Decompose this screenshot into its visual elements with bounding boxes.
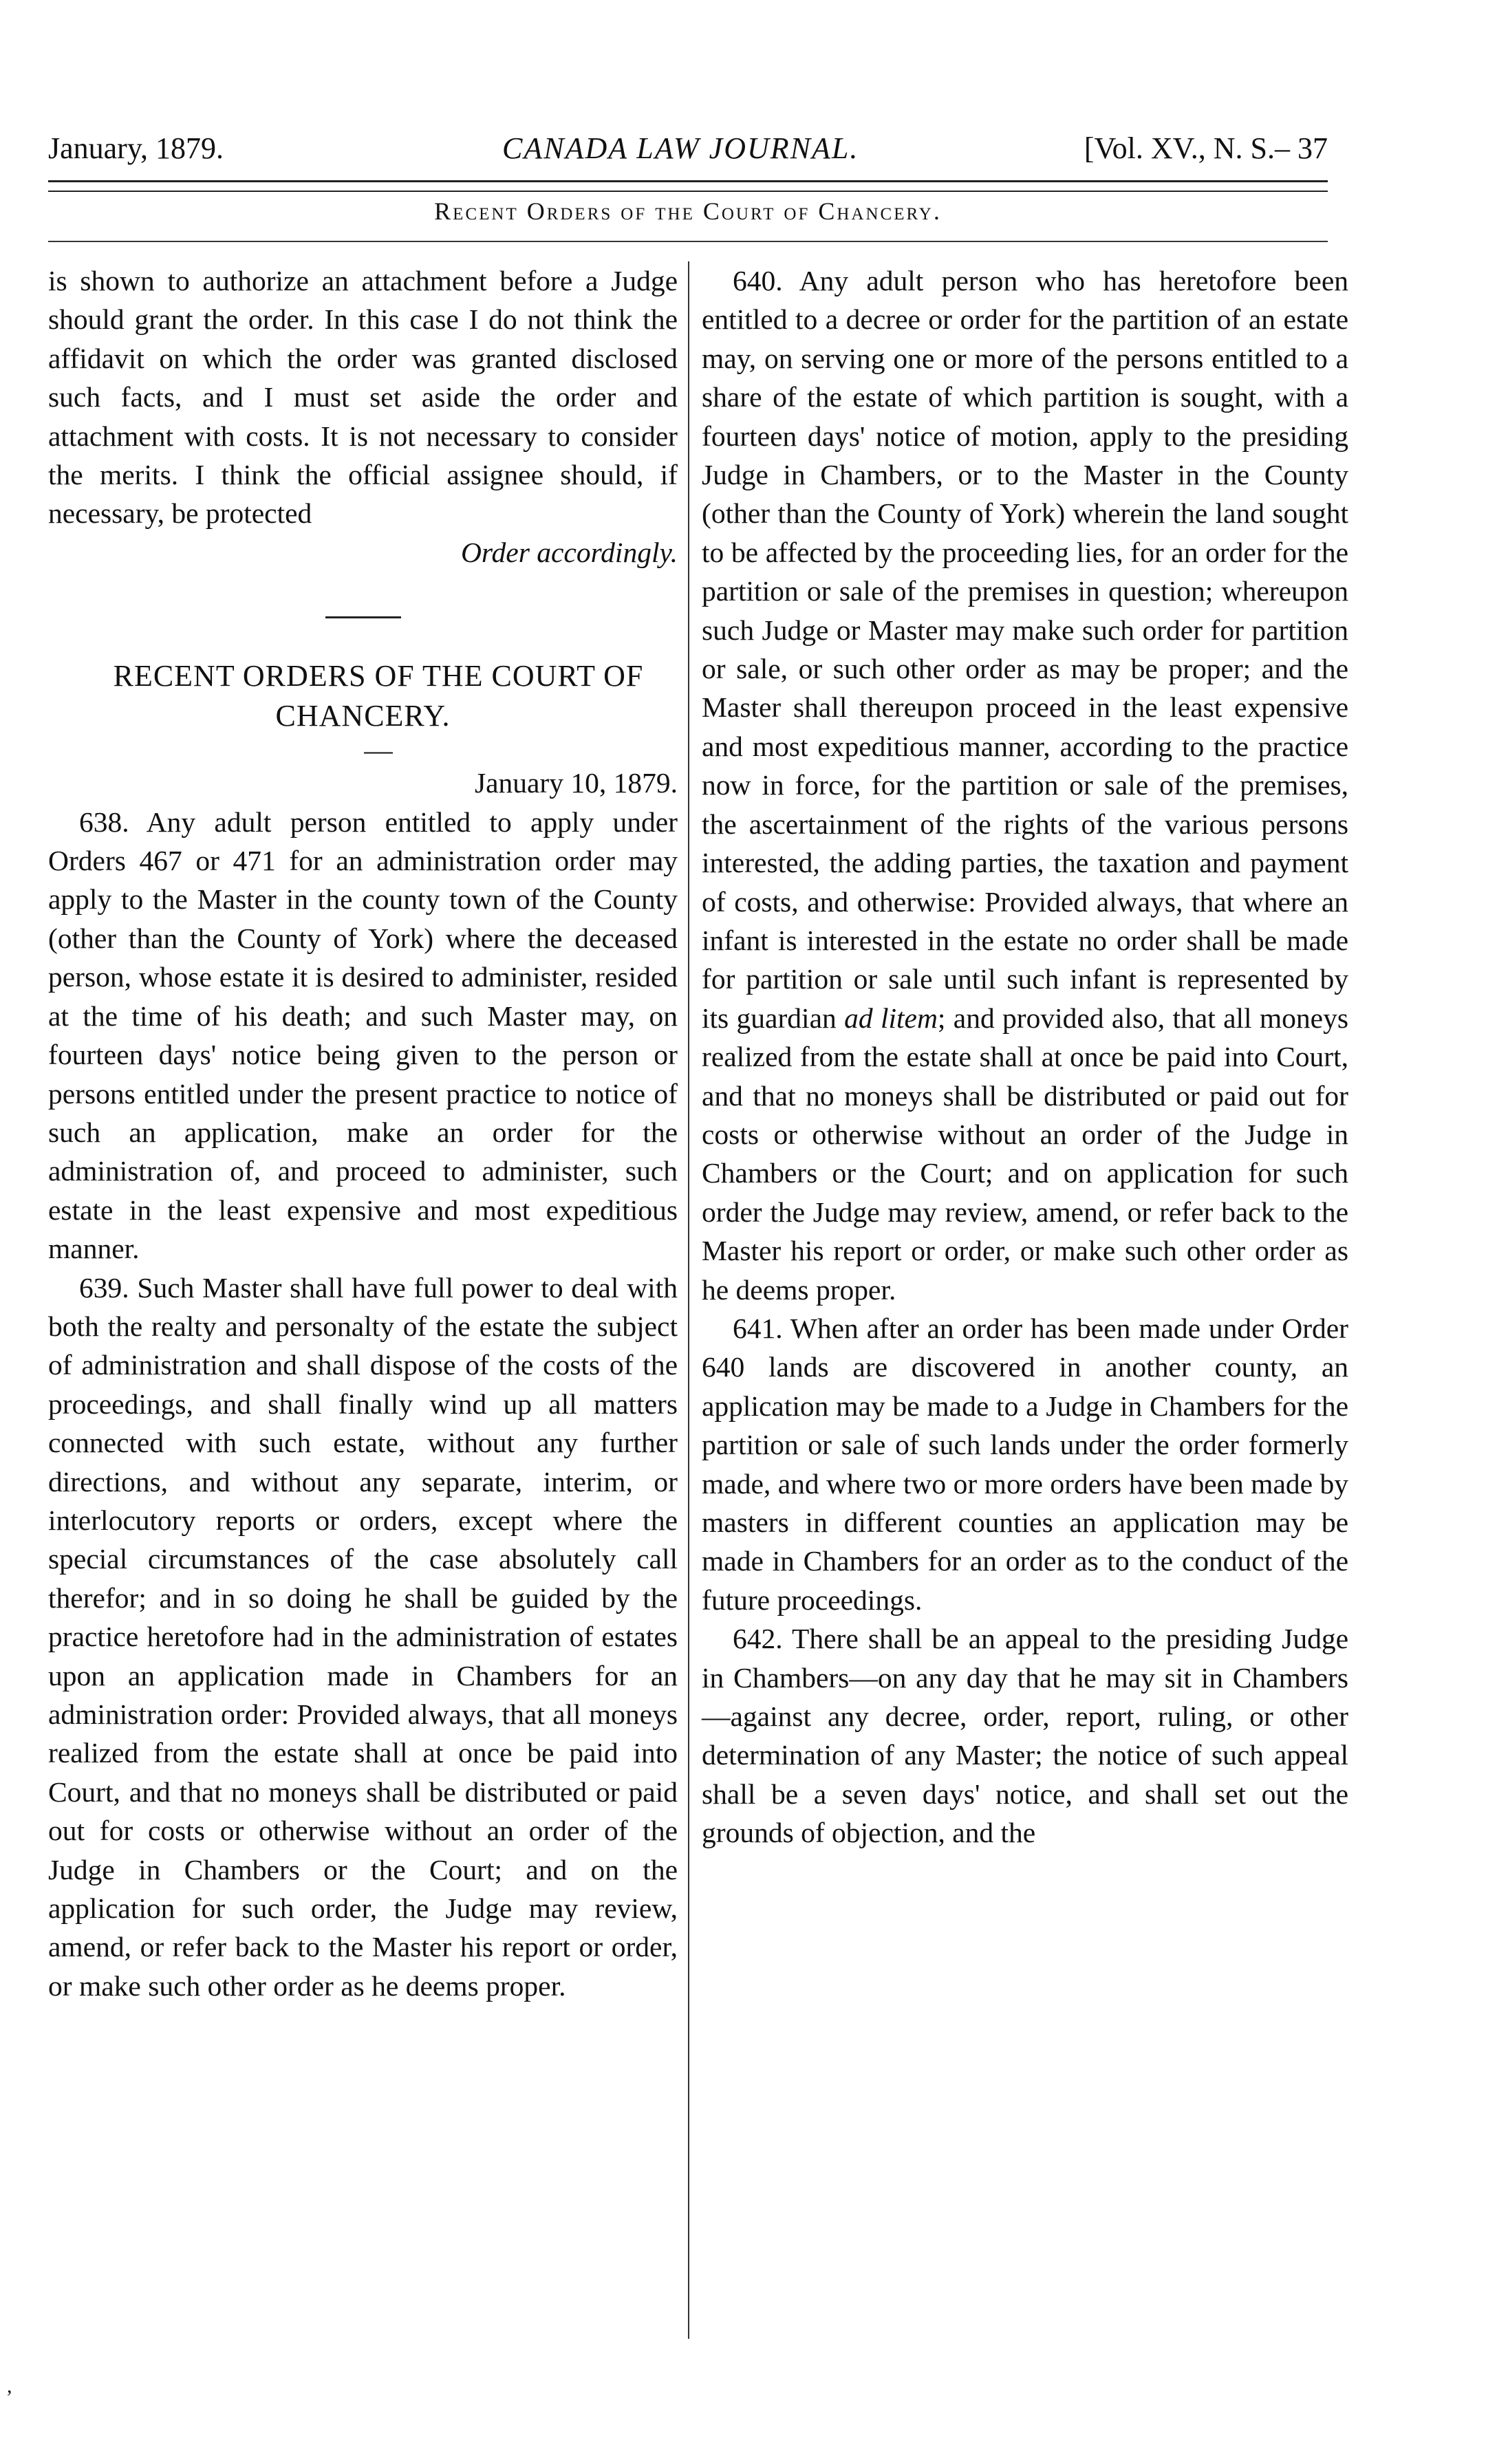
right-column: [702, 261, 1348, 1852]
order-638: 638. Any adult person entitled to apply under Orders 467 or 471 for an administration order may apply to the Master in the county town of the County (other than the County of York) where the deceased person, whose estate it is desired to administer, resided at the time of his death; and such Master may, on fourteen days' notice being given to the person or persons entitled under the present practice to notice of such an application, make an order for the administration of, and proceed to administer, such estate in the least expensive and most expeditious manner.: [48, 806, 678, 1265]
section-subheader: Recent Orders of the Court of Chancery.: [434, 197, 942, 225]
order-639: 639. Such Master shall have full power to deal with both the realty and personalty of the estate the subject of administration and shall dispose of the costs of the proceedings, and shall finally wind up all matters connected with such estate, without any further directions, and without any separate, interim, or interlocutory reports or orders, except where the special circumstances of the case absolutely call therefor; and in so doing he shall be guided by the practice heretofore had in the administration of estates upon an application made in Chambers for an administration order: Provided always, that all moneys realized from the estate shall at once be paid into Court, and that no moneys shall be distributed or paid out for costs or otherwise without an order of the Judge in Chambers or the Court; and on the application for such order, the Judge may review, amend, or refer back to the Master his report or order, or make such other order as he deems proper.: [48, 1271, 678, 2002]
orders-date: January 10, 1879.: [474, 767, 678, 799]
order-640-text-b: ; and provided also, that all moneys realized from the estate shall at once be paid into Court, and that no moneys shall be distributed or paid out for costs or otherwise without an order of the Judge in Chambers or the Court; and on application for such order the Judge may review, amend, or refer back to the Master his report or order, or make such other order as he deems proper.: [702, 1002, 1348, 1306]
disposition-line: Order accordingly.: [460, 536, 678, 568]
running-header: [48, 131, 1328, 172]
order-640-text-a: 640. Any adult person who has heretofore been entitled to a decree or order for the partition of an estate may, on serving one or more of the persons entitled to a share of the estate of which partition is sought, with a fourteen days' notice of motion, apply to the presiding Judge in Chambers, or to the Master in the County (other than the County of York) wherein the land sought to be affected by the proceeding lies, for an order for the partition or sale of the premises in question; whereupon such Judge or Master may make such order for partition or sale, or such other order as may be proper; and the Master shall thereupon proceed in the least expensive and most expeditious manner, according to the practice now in force, for the partition or sale of the premises, the ascertainment of the rights of the various persons interested, the adding parties, the taxation and payment of costs, and otherwise: Provided always, that where an infant is interested in the estate no order shall be made for partition or sale until such infant is represented by its guardian: [702, 265, 1348, 1034]
header-volume: [Vol. XV., N. S.– 37: [1084, 131, 1328, 165]
footer-stray-mark: ,: [7, 2375, 12, 2397]
left-column: [48, 261, 678, 2005]
title-separator: —: [364, 734, 393, 766]
order-642: 642. There shall be an appeal to the presiding Judge in Chambers—on any day that he may sit in Chambers—against any decree, order, report, ruling, or other determination of any Master; the notice of such appeal shall be a seven days' notice, and shall set out the grounds of objection, and the: [702, 1623, 1348, 1849]
header-journal-title: CANADA LAW JOURNAL.: [502, 131, 859, 165]
header-double-rule: [48, 180, 1328, 192]
order-640-italic: ad litem: [844, 1002, 938, 1034]
subheader-rule: [48, 241, 1328, 242]
column-divider: [688, 261, 689, 2339]
section-break-rule: [325, 616, 401, 618]
order-641: 641. When after an order has been made under Order 640 lands are discovered in another county, an application may be made to a Judge in Chambers for the partition or sale of such lands under the order formerly made, and where two or more orders have been made by masters in different counties an application may be made in Chambers for an order as to the conduct of the future proceedings.: [702, 1312, 1348, 1616]
continuation-paragraph: is shown to authorize an attachment before a Judge should grant the order. In this case I do not think the affidavit on which the order was granted disclosed such facts, and I must set aside the order and attachment with costs. It is not necessary to consider the merits. I think the official assignee should, if necessary, be protected: [48, 265, 678, 530]
header-date: January, 1879.: [48, 131, 224, 165]
section-title: RECENT ORDERS OF THE COURT OF CHANCERY.: [113, 659, 644, 733]
order-640: [702, 261, 1348, 1309]
